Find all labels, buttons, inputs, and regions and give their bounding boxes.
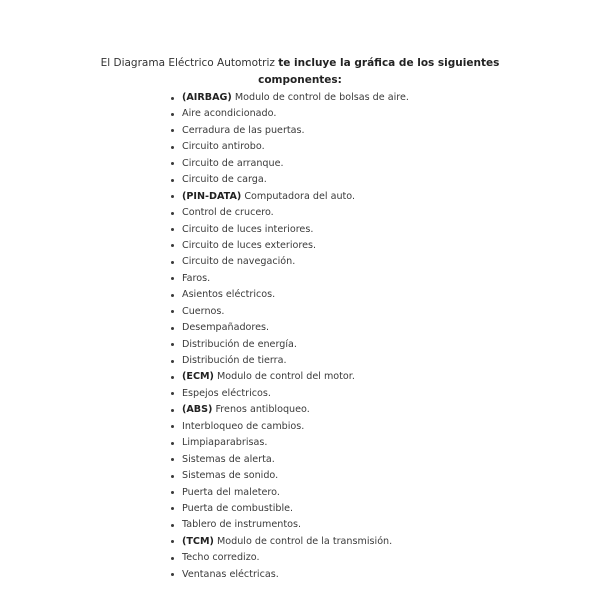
bullet-icon bbox=[171, 310, 174, 313]
component-text: Modulo de control del motor. bbox=[216, 371, 355, 383]
bullet-icon bbox=[171, 244, 174, 247]
bullet-icon bbox=[171, 327, 174, 330]
list-item bbox=[0, 304, 409, 320]
bullet-icon bbox=[171, 97, 174, 100]
bullet-icon bbox=[171, 557, 174, 560]
component-text: Frenos antibloqueo. bbox=[215, 404, 310, 416]
list-item bbox=[0, 123, 409, 139]
bullet-icon bbox=[171, 129, 174, 132]
bullet-icon bbox=[171, 343, 174, 346]
list-item bbox=[0, 452, 409, 468]
list-item bbox=[0, 353, 409, 369]
component-text: Circuito de arranque. bbox=[182, 157, 284, 169]
bullet-icon bbox=[171, 392, 174, 395]
component-text: Circuito de navegación. bbox=[182, 256, 296, 268]
component-text: Puerta del maletero. bbox=[182, 486, 280, 498]
component-code: (ABS) bbox=[182, 404, 213, 416]
component-text: Distribución de energía. bbox=[182, 338, 297, 350]
component-text: Cerradura de las puertas. bbox=[182, 124, 305, 136]
bullet-icon bbox=[171, 261, 174, 264]
bullet-icon bbox=[171, 195, 174, 198]
component-text: Modulo de control de la transmisión. bbox=[216, 535, 393, 547]
bullet-icon bbox=[171, 277, 174, 280]
list-item bbox=[0, 501, 409, 517]
list-item bbox=[0, 189, 409, 205]
component-text: Distribución de tierra. bbox=[182, 355, 287, 366]
component-text: Circuito de luces interiores. bbox=[182, 223, 314, 235]
list-item bbox=[0, 320, 409, 336]
intro-paragraph bbox=[100, 55, 500, 89]
list-item bbox=[0, 139, 409, 155]
list-item bbox=[0, 156, 409, 172]
bullet-icon bbox=[171, 524, 174, 527]
bullet-icon bbox=[171, 442, 174, 445]
component-text: Sistemas de alerta. bbox=[182, 453, 275, 465]
component-code: (PIN-DATA) bbox=[182, 190, 242, 202]
component-text: Espejos eléctricos. bbox=[182, 387, 271, 399]
list-item bbox=[0, 534, 409, 550]
list-item bbox=[0, 485, 409, 501]
component-text: Limpiaparabrisas. bbox=[182, 437, 268, 449]
component-code: (TCM) bbox=[182, 535, 214, 547]
bullet-icon bbox=[171, 113, 174, 116]
list-item bbox=[0, 222, 409, 238]
component-text: Ventanas eléctricas. bbox=[182, 568, 279, 580]
component-text: Puerta de combustible. bbox=[182, 502, 294, 514]
bullet-icon bbox=[171, 294, 174, 297]
list-item bbox=[0, 205, 409, 221]
list-item bbox=[0, 435, 409, 451]
list-item bbox=[0, 238, 409, 254]
intro-bold-text: te incluye la gráfica de los siguientes componentes: bbox=[258, 56, 500, 86]
component-code: (AIRBAG) bbox=[182, 92, 232, 103]
list-item bbox=[0, 517, 409, 533]
list-item bbox=[0, 172, 409, 188]
component-text: Computadora del auto. bbox=[244, 190, 356, 202]
bullet-icon bbox=[171, 491, 174, 494]
bullet-icon bbox=[171, 507, 174, 510]
component-text: Interbloqueo de cambios. bbox=[182, 420, 305, 432]
list-item bbox=[0, 567, 409, 583]
component-text: Circuito de carga. bbox=[182, 174, 267, 186]
component-text: Cuernos. bbox=[182, 305, 225, 317]
component-text: Asientos eléctricos. bbox=[182, 289, 276, 301]
component-text: Faros. bbox=[182, 272, 211, 284]
component-text: Control de crucero. bbox=[182, 207, 274, 219]
bullet-icon bbox=[171, 146, 174, 149]
component-text: Circuito de luces exteriores. bbox=[182, 239, 317, 251]
component-text: Desempañadores. bbox=[182, 322, 270, 334]
components-list bbox=[0, 90, 409, 583]
bullet-icon bbox=[171, 475, 174, 478]
list-item bbox=[0, 287, 409, 303]
bullet-icon bbox=[171, 409, 174, 412]
component-text: Sistemas de sonido. bbox=[182, 470, 279, 482]
intro-plain-text: El Diagrama Eléctrico Automotriz bbox=[100, 56, 279, 69]
list-item bbox=[0, 386, 409, 402]
bullet-icon bbox=[171, 179, 174, 182]
bullet-icon bbox=[171, 228, 174, 231]
list-item bbox=[0, 369, 409, 385]
component-text: Circuito antirobo. bbox=[182, 141, 265, 153]
component-text: Tablero de instrumentos. bbox=[182, 519, 302, 531]
list-item bbox=[0, 271, 409, 287]
bullet-icon bbox=[171, 376, 174, 379]
bullet-icon bbox=[171, 212, 174, 215]
bullet-icon bbox=[171, 573, 174, 576]
list-item bbox=[0, 550, 409, 566]
bullet-icon bbox=[171, 162, 174, 165]
bullet-icon bbox=[171, 540, 174, 543]
list-item bbox=[0, 468, 409, 484]
bullet-icon bbox=[171, 458, 174, 461]
list-item bbox=[0, 106, 409, 122]
list-item bbox=[0, 254, 409, 270]
list-item bbox=[0, 402, 409, 418]
list-item bbox=[0, 90, 409, 106]
list-item bbox=[0, 419, 409, 435]
component-text: Techo corredizo. bbox=[182, 552, 260, 564]
list-item bbox=[0, 337, 409, 353]
bullet-icon bbox=[171, 425, 174, 428]
bullet-icon bbox=[171, 360, 174, 363]
component-code: (ECM) bbox=[182, 371, 214, 383]
component-text: Modulo de control de bolsas de aire. bbox=[234, 92, 409, 103]
component-text: Aire acondicionado. bbox=[182, 108, 277, 120]
